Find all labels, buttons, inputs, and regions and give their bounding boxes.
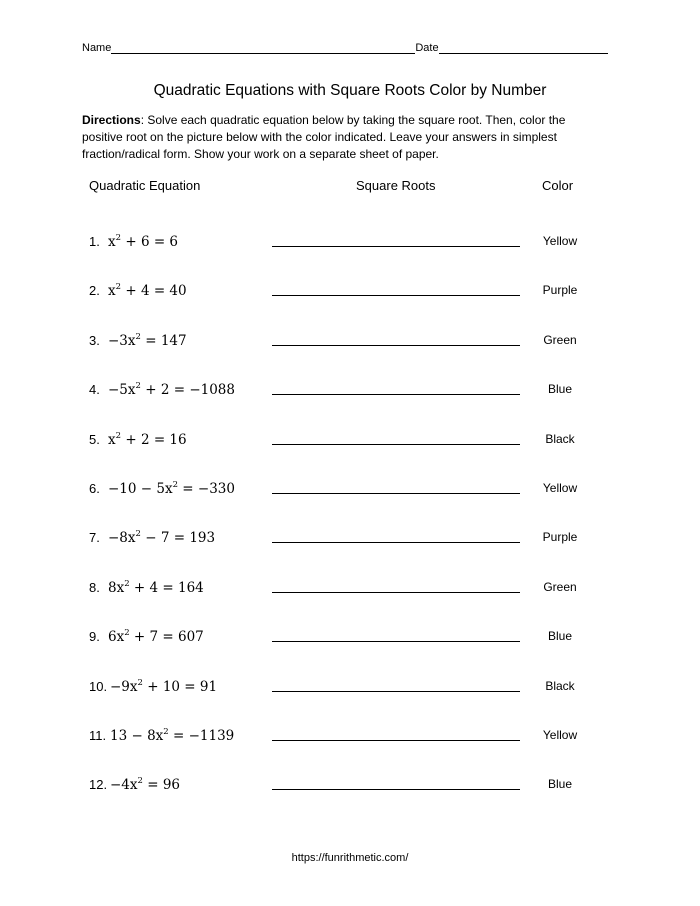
- problem-row: [0, 283, 700, 303]
- problem-number: 4.: [89, 382, 100, 397]
- equation-exponent: 2: [135, 381, 141, 391]
- problem-equation: [108, 282, 187, 299]
- problem-number: 1.: [89, 234, 100, 249]
- problem-number: 5.: [89, 432, 100, 447]
- directions-text: : Solve each quadratic equation below by taking the square root. Then, color the positive root on the picture below with the color indicated. Leave your answers in simplest fraction/radical form. Show your work on a separate sheet of paper.: [82, 113, 566, 161]
- equation-lhs: x: [108, 234, 116, 250]
- problem-number: 6.: [89, 481, 100, 496]
- problem-equation: [108, 381, 235, 398]
- equation-rhs: = −1139: [168, 728, 235, 744]
- column-header-color: Color: [542, 178, 574, 193]
- problem-number: 12.: [89, 777, 108, 792]
- equation-rhs: + 4 = 40: [121, 283, 187, 299]
- color-label: Blue: [547, 629, 573, 643]
- equation-lhs: −3x: [108, 333, 136, 349]
- answer-blank[interactable]: [272, 691, 520, 692]
- color-label: Blue: [547, 777, 573, 791]
- column-header-equation: Quadratic Equation: [89, 178, 201, 193]
- equation-exponent: 2: [137, 678, 143, 688]
- problem-number: 2.: [89, 283, 100, 298]
- equation-exponent: 2: [115, 233, 122, 243]
- equation-lhs: x: [108, 283, 116, 299]
- answer-blank[interactable]: [272, 542, 520, 543]
- color-label: Blue: [547, 382, 573, 396]
- color-label: Green: [543, 333, 577, 347]
- problem-equation: [108, 480, 235, 497]
- equation-exponent: 2: [115, 282, 122, 292]
- color-label: Yellow: [542, 481, 578, 495]
- answer-blank[interactable]: [272, 740, 520, 741]
- problem-equation: [108, 332, 187, 349]
- color-label: Yellow: [542, 234, 578, 248]
- equation-lhs: 8x: [108, 580, 125, 596]
- problem-equation: [110, 678, 217, 695]
- answer-blank[interactable]: [272, 444, 520, 445]
- problem-row: [0, 580, 700, 600]
- problem-row: [0, 530, 700, 550]
- problem-equation: [108, 579, 204, 596]
- equation-lhs: −9x: [110, 679, 138, 695]
- color-label: Green: [543, 580, 577, 594]
- equation-lhs: 13 − 8x: [110, 728, 164, 744]
- problem-row: [0, 679, 700, 699]
- equation-rhs: + 10 = 91: [142, 679, 218, 695]
- color-label: Black: [545, 432, 575, 446]
- date-label: Date: [415, 42, 439, 54]
- equation-rhs: − 7 = 193: [140, 530, 216, 546]
- equation-exponent: 2: [115, 431, 122, 441]
- equation-exponent: 2: [124, 579, 130, 589]
- answer-blank[interactable]: [272, 295, 520, 296]
- equation-rhs: = 147: [140, 333, 187, 349]
- color-label: Purple: [542, 283, 578, 297]
- equation-exponent: 2: [135, 529, 141, 539]
- problem-row: [0, 481, 700, 501]
- problem-row: [0, 629, 700, 649]
- problem-row: [0, 728, 700, 748]
- equation-lhs: 6x: [108, 629, 125, 645]
- directions-label: Directions: [82, 113, 141, 127]
- problem-number: 11.: [89, 728, 107, 743]
- problem-number: 8.: [89, 580, 100, 595]
- equation-lhs: −8x: [108, 530, 136, 546]
- color-label: Yellow: [542, 728, 578, 742]
- equation-lhs: −4x: [110, 777, 138, 793]
- color-label: Purple: [542, 530, 578, 544]
- problem-row: [0, 234, 700, 254]
- color-label: Black: [545, 679, 575, 693]
- problem-equation: [108, 431, 187, 448]
- equation-exponent: 2: [172, 480, 179, 490]
- answer-blank[interactable]: [272, 394, 520, 395]
- answer-blank[interactable]: [272, 641, 520, 642]
- problem-equation: [110, 776, 180, 793]
- problem-equation: [110, 727, 234, 744]
- problem-number: 10.: [89, 679, 108, 694]
- page-title: Quadratic Equations with Square Roots Color by Number: [153, 82, 547, 99]
- equation-rhs: + 7 = 607: [129, 629, 204, 645]
- answer-blank[interactable]: [272, 592, 520, 593]
- problem-number: 3.: [89, 333, 100, 348]
- problem-equation: [108, 233, 178, 250]
- problem-equation: [108, 628, 204, 645]
- equation-rhs: = 96: [142, 777, 181, 793]
- answer-blank[interactable]: [272, 246, 520, 247]
- problem-row: [0, 382, 700, 402]
- name-label: Name: [82, 42, 112, 54]
- problem-row: [0, 333, 700, 353]
- equation-rhs: + 4 = 164: [129, 580, 204, 596]
- problem-row: [0, 777, 700, 797]
- equation-rhs: = −330: [178, 481, 235, 497]
- equation-lhs: x: [108, 432, 116, 448]
- equation-rhs: + 2 = 16: [121, 432, 187, 448]
- equation-exponent: 2: [137, 776, 143, 786]
- problem-number: 7.: [89, 530, 100, 545]
- equation-lhs: −10 − 5x: [108, 481, 173, 497]
- column-header-roots: Square Roots: [356, 178, 436, 193]
- equation-lhs: −5x: [108, 382, 136, 398]
- answer-blank[interactable]: [272, 345, 520, 346]
- answer-blank[interactable]: [272, 493, 520, 494]
- equation-rhs: + 6 = 6: [121, 234, 179, 250]
- equation-exponent: 2: [163, 727, 169, 737]
- problem-number: 9.: [89, 629, 100, 644]
- problem-row: [0, 432, 700, 452]
- footer-url: https://funrithmetic.com/: [291, 852, 409, 864]
- equation-exponent: 2: [135, 332, 141, 342]
- equation-rhs: + 2 = −1088: [140, 382, 235, 398]
- equation-exponent: 2: [124, 628, 130, 638]
- answer-blank[interactable]: [272, 789, 520, 790]
- problem-equation: [108, 529, 215, 546]
